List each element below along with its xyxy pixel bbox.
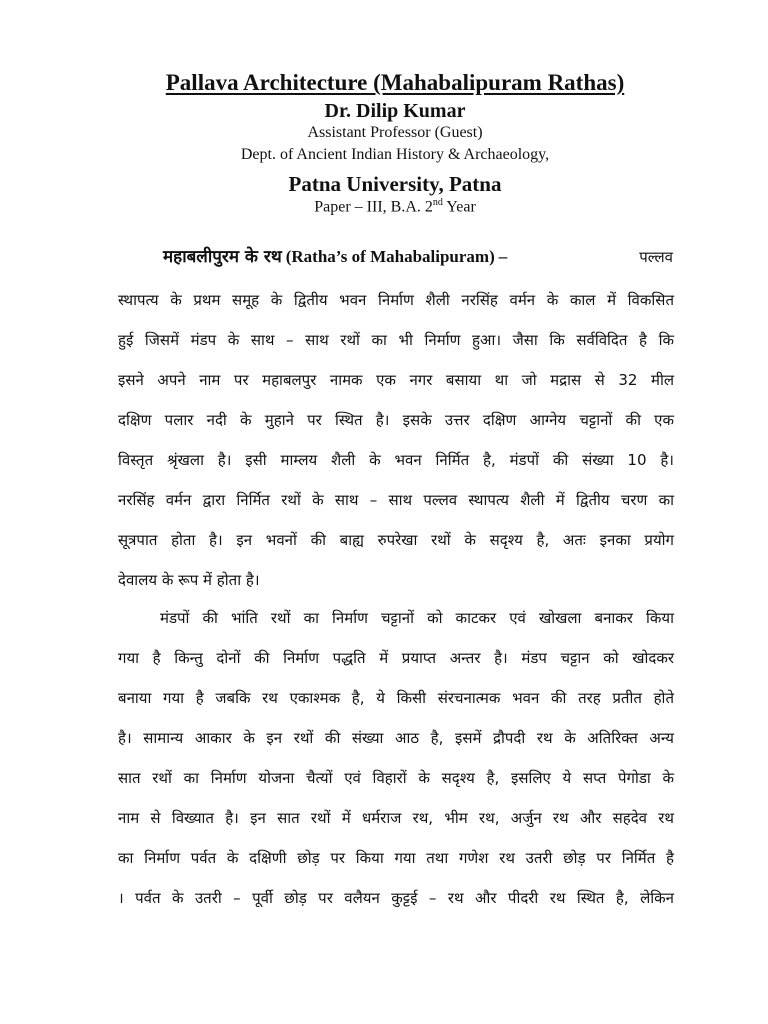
body-line: सूत्रपात होता है। इन भवनों की बाह्य रुपरेखा रथों के सदृश्य है, अतः इनका प्रयोग — [118, 531, 674, 549]
paper-suffix: Year — [442, 198, 476, 216]
department: Dept. of Ancient Indian History & Archaeology, — [240, 146, 550, 163]
author-name: Dr. Dilip Kumar — [324, 100, 466, 122]
body-line: देवालय के रूप में होता है। — [118, 571, 260, 589]
section-heading-tail: पल्लव — [639, 248, 673, 266]
paper-prefix: Paper – III, B.A. 2 — [314, 198, 433, 216]
body-line: बनाया गया है जबकि रथ एकाश्मक है, ये किसी संरचनात्मक भवन की तरह प्रतीत होते — [118, 689, 674, 707]
body-line: नाम से विख्यात है। इन सात रथों में धर्मराज रथ, भीम रथ, अर्जुन रथ और सहदेव रथ — [118, 809, 674, 827]
paper-info — [0, 197, 768, 216]
body-line: गया है किन्तु दोनों की निर्माण पद्धति में प्रयाप्त अन्तर है। मंडप चट्टान को खोदकर — [118, 649, 674, 667]
body-line: । पर्वत के उतरी – पूर्वी छोड़ पर वलैयन कुट्टई – रथ और पीदरी रथ स्थित है, लेकिन — [118, 889, 674, 907]
body-line: विस्तृत श्रृंखला है। इसी माम्लय शैली के भवन निर्मित है, मंडपों की संख्या 10 है। — [118, 451, 674, 469]
section-heading-english: (Ratha’s of Mahabalipuram) — [285, 247, 495, 266]
section-heading-hindi: महाबलीपुरम के रथ — [163, 247, 282, 267]
body-line: है। सामान्य आकार के इन रथों की संख्या आठ है, इसमें द्रौपदी रथ के अतिरिक्त अन्य — [118, 729, 674, 747]
university-name: Patna University, Patna — [288, 172, 502, 196]
body-line: का निर्माण पर्वत के दक्षिणी छोड़ पर किया गया तथा गणेश रथ उतरी छोड़ पर निर्मित है — [118, 849, 674, 867]
author-role: Assistant Professor (Guest) — [307, 124, 483, 141]
section-heading-dash: – — [498, 247, 508, 266]
body-line: स्थापत्य के प्रथम समूह के द्वितीय भवन निर्माण शैली नरसिंह वर्मन के काल में विकसित — [118, 291, 674, 309]
body-line: नरसिंह वर्मन द्वारा निर्मित रथों के साथ – साथ पल्लव स्थापत्य शैली में द्वितीय चरण का — [118, 491, 674, 509]
body-line: हुई जिसमें मंडप के साथ – साथ रथों का भी निर्माण हुआ। जैसा कि सर्वविदित है कि — [118, 331, 674, 349]
paper-superscript: nd — [432, 197, 443, 208]
document-title: Pallava Architecture (Mahabalipuram Rathas) — [165, 70, 625, 95]
body-line: सात रथों का निर्माण योजना चैत्यों एवं विहारों के सदृश्य है, इसलिए ये सप्त पेगोडा के — [118, 769, 674, 787]
section-heading — [163, 246, 673, 269]
body-line: मंडपों की भांति रथों का निर्माण चट्टानों को काटकर एवं खोखला बनाकर किया — [160, 609, 674, 627]
body-line: इसने अपने नाम पर महाबलपुर नामक एक नगर बसाया था जो मद्रास से 32 मील — [118, 371, 674, 389]
body-line: दक्षिण पलार नदी के मुहाने पर स्थित है। इसके उत्तर दक्षिण आग्नेय चट्टानों की एक — [118, 411, 674, 429]
